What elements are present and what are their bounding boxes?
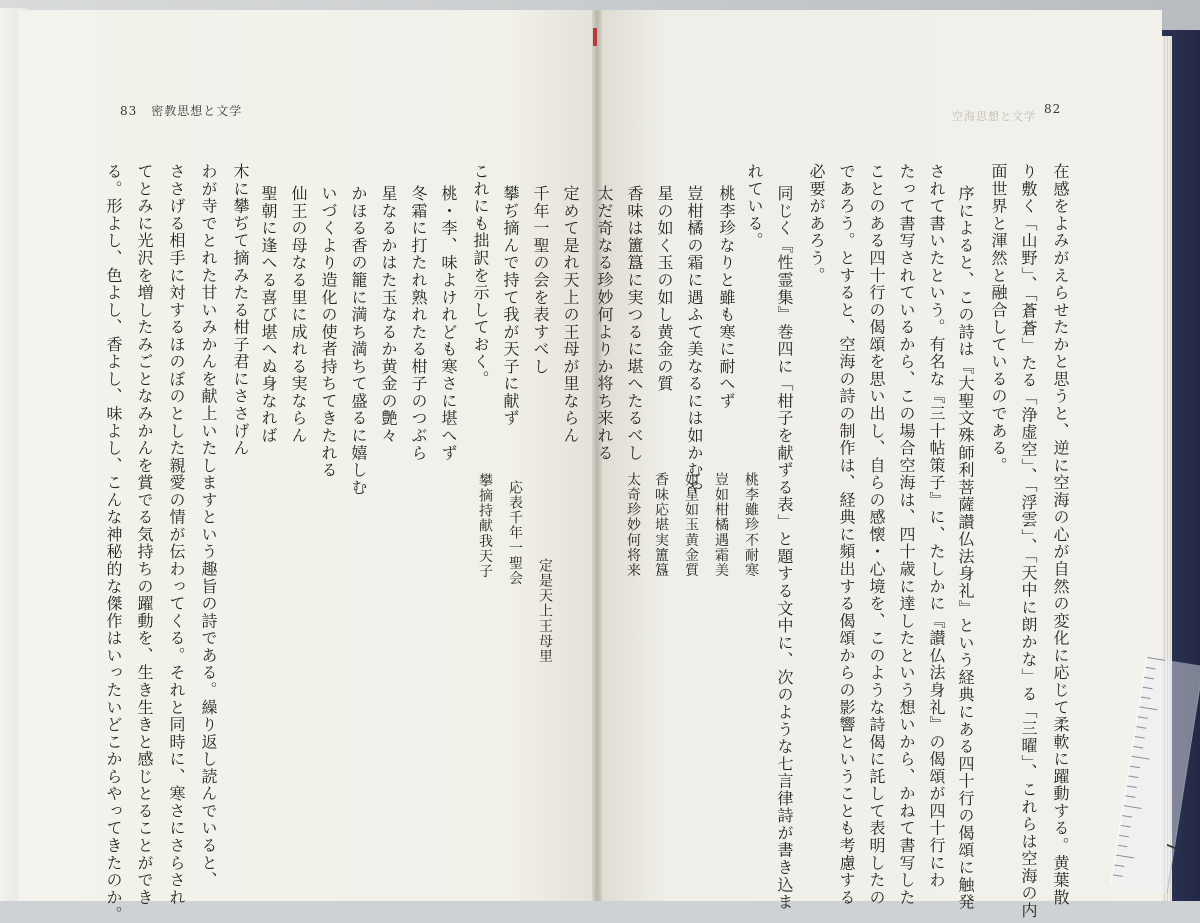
ruler-tick xyxy=(1130,766,1140,769)
ruler-tick xyxy=(1116,855,1134,859)
right-ghost-running-head: 空海思想と文学 xyxy=(952,110,1036,123)
ruler-tick xyxy=(1146,667,1156,670)
right-kanbun-line: 豈如柑橘遇霜美 xyxy=(713,472,729,578)
right-text-line: ことのある四十行の偈頌を思い出し、自らの感懐・心境を、このような詩偈に託して表明したの xyxy=(867,163,886,907)
right-text-line: であろう。とすると、空海の詩の制作は、経典に頻出する偈頌からの影響ということも考慮する xyxy=(837,163,856,907)
ruler-tick xyxy=(1139,706,1157,710)
ruler-tick xyxy=(1132,756,1150,760)
ruler-label: 7 xyxy=(1162,840,1184,853)
right-text-line: 序によると、この詩は『大聖文殊師利菩薩讃仏法身礼』という経典にある四十行の偈頌に触発 xyxy=(956,185,975,911)
left-running-title: 密教思想と文学 xyxy=(151,104,243,118)
left-kanbun-line: 定是天上王母里 xyxy=(537,558,553,664)
right-kanbun-line: 香味応堪実簠簋 xyxy=(653,472,669,578)
right-page-number: 82 xyxy=(1044,102,1062,116)
ruler-tick xyxy=(1117,845,1127,848)
left-page-number: 83 xyxy=(120,104,138,118)
left-text-line: 聖朝に逢へる喜び堪へぬ身なれば xyxy=(259,185,278,445)
ruler-tick xyxy=(1141,697,1151,700)
ruler-tick xyxy=(1133,746,1143,749)
left-text-line: てとみに光沢を増したみごとなみかんを賞でる気持ちの躍動を、生き生きと感じとることができ xyxy=(135,163,154,907)
right-kanbun-line: 桃李雖珍不耐寒 xyxy=(743,472,759,578)
left-text-line: 定めて是れ天上の王母が里ならん xyxy=(561,185,580,445)
left-text-line: 木に攀ぢて摘みたる柑子君にささげん xyxy=(231,163,250,457)
ruler-tick xyxy=(1128,776,1138,779)
ruler-tick xyxy=(1122,815,1132,818)
ruler-tick xyxy=(1119,835,1129,838)
left-text-line: 千年一聖の会を表すべし xyxy=(531,185,550,376)
bookmark-ribbon xyxy=(593,28,597,46)
left-text-line: る。形よし、色よし、香よし、味よし、こんな神秘的な傑作はいったいどこからやってきたのか。 xyxy=(104,163,123,923)
left-kanbun-line: 応表千年一聖会 xyxy=(507,480,523,586)
right-text-line: たって書写されているから、この場合空海は、四十歳に達したという想いから、かねて書写した xyxy=(897,163,916,907)
left-text-line: 桃・李、味よけれども寒さに堪へず xyxy=(439,185,458,462)
ruler-tick xyxy=(1144,677,1154,680)
right-text-line: 在感をよみがえらせたかと思うと、逆に空海の心が自然の変化に応じて柔軟に躍動する。黄葉散 xyxy=(1051,163,1070,907)
ruler-tick xyxy=(1142,687,1152,690)
ruler-tick xyxy=(1136,726,1146,729)
left-kanbun-line: 攀摘持献我天子 xyxy=(477,473,493,579)
right-text-line: 太だ奇なる珍妙何よりか将ち来れる xyxy=(595,185,614,462)
ruler-tick xyxy=(1125,795,1135,798)
right-text-line: 同じく『性霊集』巻四に「柑子を献ずる表」と題する文中に、次のような七言律詩が書き込ま xyxy=(775,185,794,911)
right-text-line: 香味は簠簋に実つるに堪へたるべし xyxy=(625,185,644,462)
ruler-tick xyxy=(1124,805,1142,809)
ruler-tick xyxy=(1121,825,1131,828)
right-text-line: れている。 xyxy=(745,163,764,250)
left-running-head xyxy=(120,102,242,119)
right-text-line: されて書いたという。有名な『三十帖策子』に、たしかに『讃仏法身礼』の偈頌が四十行にわ xyxy=(927,163,946,889)
ruler-tick xyxy=(1113,874,1123,877)
ruler-tick xyxy=(1135,736,1145,739)
left-text-line: かほる香の籠に満ち満ちて盛るに嬉しむ xyxy=(349,185,368,497)
right-kanbun-line: 太奇珍妙何将来 xyxy=(625,472,641,578)
right-text-line: 面世界と渾然と融合しているのである。 xyxy=(989,163,1008,475)
left-text-line: いづくより造化の使者持ちてきたれる xyxy=(319,185,338,479)
right-text-line: り敷く「山野」、「蒼蒼」たる「浄虚空」、「浮雲」、「天中に朗かな」る「三曜」、これらは空海の内 xyxy=(1019,163,1038,920)
ruler-tick xyxy=(1114,864,1124,867)
right-kanbun-line: 如星如玉黄金質 xyxy=(683,472,699,578)
left-text-line: 星なるかはた玉なるか黄金の艶々 xyxy=(379,185,398,445)
left-text-line: 仙王の母なる里に成れる実ならん xyxy=(289,185,308,445)
ruler-tick xyxy=(1138,716,1148,719)
left-text-line: わが寺でとれた甘いみかんを献上いたしますという趣旨の詩である。繰り返し読んでいると、 xyxy=(199,163,218,889)
left-text-line: 攀ぢ摘んで持て我が天子に献ず xyxy=(501,185,520,427)
right-text-line: 豈柑橘の霜に遇ふて美なるには如かむや xyxy=(685,185,704,497)
left-text-line: これにも拙訳を示しておく。 xyxy=(471,163,490,388)
right-text-line: 桃李珍なりと雖も寒に耐へず xyxy=(717,185,736,410)
left-text-line: ささげる相手に対するほのぼのとした親愛の情が伝わってくる。それと同時に、寒さにさらされ xyxy=(167,163,186,907)
left-text-line: 冬霜に打たれ熟れたる柑子のつぶら xyxy=(409,185,428,462)
right-text-line: 星の如く玉の如し黄金の質 xyxy=(655,185,674,393)
ruler-tick xyxy=(1127,785,1137,788)
right-text-line: 必要があろう。 xyxy=(807,163,826,284)
